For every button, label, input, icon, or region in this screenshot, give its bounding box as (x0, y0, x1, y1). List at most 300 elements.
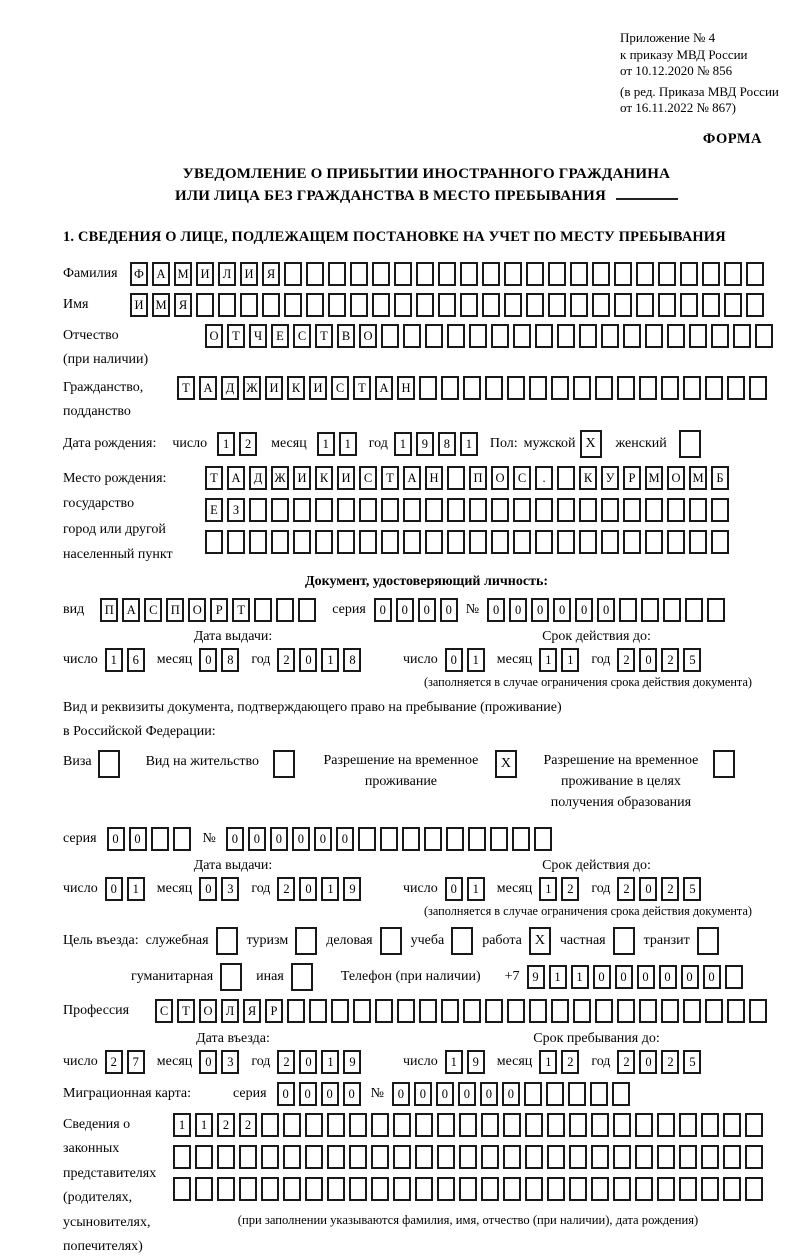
cell[interactable] (469, 530, 487, 554)
cell[interactable] (525, 1145, 543, 1169)
cell[interactable] (685, 598, 703, 622)
cell[interactable]: П (469, 466, 487, 490)
cell[interactable] (380, 827, 398, 851)
purpose-other-checkbox[interactable] (291, 963, 313, 991)
cell[interactable]: 2 (617, 648, 635, 672)
cell[interactable] (635, 1145, 653, 1169)
cell[interactable]: 1 (549, 965, 567, 989)
cell[interactable] (447, 498, 465, 522)
cell[interactable] (438, 262, 456, 286)
cell[interactable] (276, 598, 294, 622)
cell[interactable] (667, 498, 685, 522)
cell[interactable] (298, 598, 316, 622)
cell[interactable]: И (130, 293, 148, 317)
cell[interactable] (195, 1177, 213, 1201)
cell[interactable] (283, 1177, 301, 1201)
cell[interactable] (503, 1177, 521, 1201)
cell[interactable] (381, 324, 399, 348)
cell[interactable]: 1 (105, 648, 123, 672)
cell[interactable]: 2 (277, 877, 295, 901)
cell[interactable]: Н (397, 376, 415, 400)
cell[interactable] (381, 530, 399, 554)
cell[interactable] (490, 827, 508, 851)
cell[interactable] (641, 598, 659, 622)
cell[interactable] (504, 262, 522, 286)
cell[interactable] (705, 376, 723, 400)
stay-month-cells[interactable] (539, 1050, 579, 1074)
cell[interactable] (403, 498, 421, 522)
cell[interactable] (526, 293, 544, 317)
cell[interactable] (623, 498, 641, 522)
cell[interactable]: 0 (314, 827, 332, 851)
representatives-cells-row1[interactable] (173, 1113, 763, 1137)
cell[interactable] (460, 293, 478, 317)
birth-month-cells[interactable] (317, 432, 357, 456)
cell[interactable] (547, 1145, 565, 1169)
cell[interactable] (702, 262, 720, 286)
cell[interactable]: Т (205, 466, 223, 490)
cell[interactable] (705, 999, 723, 1023)
cell[interactable]: 0 (396, 598, 414, 622)
cell[interactable]: К (579, 466, 597, 490)
cell[interactable] (547, 1113, 565, 1137)
cell[interactable] (701, 1145, 719, 1169)
cell[interactable] (635, 1113, 653, 1137)
cell[interactable] (315, 530, 333, 554)
cell[interactable]: А (152, 262, 170, 286)
purpose-business-checkbox[interactable] (380, 927, 402, 955)
patronymic-cells[interactable] (205, 324, 773, 348)
cell[interactable] (749, 999, 767, 1023)
cell[interactable] (579, 530, 597, 554)
purpose-private-checkbox[interactable] (613, 927, 635, 955)
cell[interactable]: 2 (277, 1050, 295, 1074)
cell[interactable] (535, 498, 553, 522)
cell[interactable] (249, 530, 267, 554)
cell[interactable] (579, 324, 597, 348)
cell[interactable]: Д (249, 466, 267, 490)
cell[interactable] (601, 498, 619, 522)
cell[interactable]: 0 (414, 1082, 432, 1106)
cell[interactable]: 1 (217, 432, 235, 456)
cell[interactable] (529, 376, 547, 400)
cell[interactable] (306, 293, 324, 317)
cell[interactable] (196, 293, 214, 317)
cell[interactable] (657, 1113, 675, 1137)
cell[interactable] (218, 293, 236, 317)
cell[interactable]: 2 (661, 877, 679, 901)
cell[interactable]: С (293, 324, 311, 348)
issue-day-cells[interactable] (105, 648, 145, 672)
cell[interactable] (551, 376, 569, 400)
stay-year-cells[interactable] (617, 1050, 701, 1074)
cell[interactable] (273, 750, 295, 778)
cell[interactable]: Т (227, 324, 245, 348)
cell[interactable]: 3 (221, 1050, 239, 1074)
valid-month-cells[interactable] (539, 648, 579, 672)
cell[interactable]: 0 (502, 1082, 520, 1106)
cell[interactable]: 0 (299, 648, 317, 672)
cell[interactable] (305, 1113, 323, 1137)
cell[interactable] (661, 999, 679, 1023)
cell[interactable]: О (188, 598, 206, 622)
cell[interactable]: 2 (617, 1050, 635, 1074)
cell[interactable] (482, 262, 500, 286)
cell[interactable] (327, 1113, 345, 1137)
cell[interactable]: 0 (129, 827, 147, 851)
cell[interactable] (689, 498, 707, 522)
cell[interactable]: X (495, 750, 517, 778)
cell[interactable]: 0 (637, 965, 655, 989)
cell[interactable] (745, 1145, 763, 1169)
cell[interactable] (507, 376, 525, 400)
cell[interactable]: 0 (445, 648, 463, 672)
cell[interactable] (613, 1113, 631, 1137)
cell[interactable] (707, 598, 725, 622)
cell[interactable] (547, 1177, 565, 1201)
cell[interactable]: 0 (299, 1082, 317, 1106)
cell[interactable]: Р (265, 999, 283, 1023)
cell[interactable] (349, 1145, 367, 1169)
cell[interactable] (570, 262, 588, 286)
cell[interactable] (617, 376, 635, 400)
cell[interactable] (305, 1145, 323, 1169)
cell[interactable] (713, 750, 735, 778)
cell[interactable]: 8 (343, 648, 361, 672)
cell[interactable]: 1 (321, 648, 339, 672)
cell[interactable] (397, 999, 415, 1023)
cell[interactable] (425, 498, 443, 522)
cell[interactable] (469, 498, 487, 522)
residence-issue-day-cells[interactable] (105, 877, 145, 901)
cell[interactable] (658, 262, 676, 286)
birth-day-cells[interactable] (217, 432, 257, 456)
cell[interactable] (227, 530, 245, 554)
birth-place-cells-row1[interactable] (205, 466, 729, 490)
cell[interactable] (331, 999, 349, 1023)
cell[interactable] (683, 999, 701, 1023)
cell[interactable] (393, 1177, 411, 1201)
cell[interactable] (481, 1145, 499, 1169)
cell[interactable]: 2 (277, 648, 295, 672)
entry-day-cells[interactable] (105, 1050, 145, 1074)
cell[interactable]: Ж (271, 466, 289, 490)
cell[interactable]: С (513, 466, 531, 490)
cell[interactable] (216, 927, 238, 955)
cell[interactable]: 0 (343, 1082, 361, 1106)
cell[interactable] (723, 1145, 741, 1169)
cell[interactable] (535, 324, 553, 348)
cell[interactable]: Ж (243, 376, 261, 400)
cell[interactable] (635, 1177, 653, 1201)
cell[interactable] (573, 999, 591, 1023)
cell[interactable] (438, 293, 456, 317)
entry-month-cells[interactable] (199, 1050, 239, 1074)
cell[interactable]: О (667, 466, 685, 490)
cell[interactable]: Я (262, 262, 280, 286)
cell[interactable]: 0 (440, 598, 458, 622)
cell[interactable]: 0 (336, 827, 354, 851)
cell[interactable] (513, 498, 531, 522)
cell[interactable] (217, 1177, 235, 1201)
cell[interactable] (293, 498, 311, 522)
cell[interactable] (469, 324, 487, 348)
cell[interactable] (309, 999, 327, 1023)
cell[interactable] (569, 1145, 587, 1169)
cell[interactable] (337, 498, 355, 522)
residence-series-cells[interactable] (107, 827, 191, 851)
cell[interactable] (437, 1145, 455, 1169)
cell[interactable] (590, 1082, 608, 1106)
cell[interactable] (349, 1177, 367, 1201)
cell[interactable] (667, 324, 685, 348)
cell[interactable]: 2 (617, 877, 635, 901)
cell[interactable] (447, 324, 465, 348)
cell[interactable] (512, 827, 530, 851)
cell[interactable] (524, 1082, 542, 1106)
cell[interactable]: 0 (292, 827, 310, 851)
cell[interactable]: 5 (683, 648, 701, 672)
cell[interactable]: 5 (683, 877, 701, 901)
cell[interactable] (262, 293, 280, 317)
cell[interactable] (424, 827, 442, 851)
cell[interactable] (733, 324, 751, 348)
cell[interactable]: Ф (130, 262, 148, 286)
cell[interactable]: 8 (438, 432, 456, 456)
cell[interactable] (261, 1145, 279, 1169)
cell[interactable] (724, 293, 742, 317)
cell[interactable] (507, 999, 525, 1023)
cell[interactable]: 1 (467, 648, 485, 672)
cell[interactable]: И (309, 376, 327, 400)
cell[interactable] (393, 1113, 411, 1137)
cell[interactable]: Л (221, 999, 239, 1023)
given-name-cells[interactable] (130, 293, 764, 317)
doc-series-cells[interactable] (374, 598, 458, 622)
cell[interactable]: 1 (321, 877, 339, 901)
cell[interactable] (557, 498, 575, 522)
cell[interactable] (745, 1177, 763, 1201)
cell[interactable]: . (535, 466, 553, 490)
cell[interactable] (306, 262, 324, 286)
cell[interactable] (372, 262, 390, 286)
cell[interactable] (679, 1113, 697, 1137)
representatives-cells-row3[interactable] (173, 1177, 763, 1201)
cell[interactable] (98, 750, 120, 778)
cell[interactable]: А (199, 376, 217, 400)
cell[interactable] (568, 1082, 586, 1106)
cell[interactable] (723, 1177, 741, 1201)
cell[interactable] (459, 1113, 477, 1137)
cell[interactable] (667, 530, 685, 554)
cell[interactable]: И (240, 262, 258, 286)
cell[interactable] (359, 530, 377, 554)
cell[interactable] (557, 466, 575, 490)
cell[interactable]: 0 (277, 1082, 295, 1106)
cell[interactable] (623, 530, 641, 554)
cell[interactable] (746, 293, 764, 317)
cell[interactable]: 1 (539, 1050, 557, 1074)
cell[interactable]: 2 (561, 877, 579, 901)
cell[interactable] (701, 1177, 719, 1201)
cell[interactable] (663, 598, 681, 622)
cell[interactable] (459, 1177, 477, 1201)
cell[interactable] (371, 1177, 389, 1201)
cell[interactable] (612, 1082, 630, 1106)
cell[interactable] (639, 999, 657, 1023)
cell[interactable] (372, 293, 390, 317)
cell[interactable] (394, 262, 412, 286)
cell[interactable]: 1 (394, 432, 412, 456)
cell[interactable] (415, 1145, 433, 1169)
cell[interactable]: О (205, 324, 223, 348)
valid-year-cells[interactable] (617, 648, 701, 672)
migration-number-cells[interactable] (392, 1082, 630, 1106)
cell[interactable] (283, 1145, 301, 1169)
cell[interactable] (701, 1113, 719, 1137)
cell[interactable] (570, 293, 588, 317)
cell[interactable] (239, 1177, 257, 1201)
cell[interactable] (680, 262, 698, 286)
cell[interactable]: 2 (561, 1050, 579, 1074)
cell[interactable] (591, 1145, 609, 1169)
cell[interactable] (240, 293, 258, 317)
cell[interactable] (358, 827, 376, 851)
cell[interactable] (745, 1113, 763, 1137)
cell[interactable] (416, 293, 434, 317)
cell[interactable]: 9 (467, 1050, 485, 1074)
cell[interactable] (535, 530, 553, 554)
cell[interactable] (447, 466, 465, 490)
cell[interactable]: 0 (531, 598, 549, 622)
cell[interactable]: 1 (467, 877, 485, 901)
cell[interactable] (463, 376, 481, 400)
doc-number-cells[interactable] (487, 598, 725, 622)
cell[interactable] (261, 1113, 279, 1137)
cell[interactable]: 1 (321, 1050, 339, 1074)
purpose-tourism-checkbox[interactable] (295, 927, 317, 955)
cell[interactable] (394, 293, 412, 317)
cell[interactable] (658, 293, 676, 317)
purpose-humanitarian-checkbox[interactable] (220, 963, 242, 991)
cell[interactable] (755, 324, 773, 348)
cell[interactable]: 1 (561, 648, 579, 672)
cell[interactable] (283, 1113, 301, 1137)
cell[interactable]: О (491, 466, 509, 490)
cell[interactable] (697, 927, 719, 955)
cell[interactable] (573, 376, 591, 400)
cell[interactable]: С (359, 466, 377, 490)
cell[interactable] (271, 530, 289, 554)
visa-option-checkbox[interactable] (98, 750, 120, 778)
cell[interactable] (419, 999, 437, 1023)
cell[interactable] (403, 530, 421, 554)
cell[interactable] (402, 827, 420, 851)
residence-valid-day-cells[interactable] (445, 877, 485, 901)
cell[interactable]: 1 (539, 648, 557, 672)
cell[interactable]: 8 (221, 648, 239, 672)
cell[interactable]: 0 (575, 598, 593, 622)
cell[interactable] (749, 376, 767, 400)
cell[interactable] (503, 1145, 521, 1169)
cell[interactable] (293, 530, 311, 554)
birth-place-cells-row2[interactable] (205, 498, 729, 522)
cell[interactable] (503, 1113, 521, 1137)
residence-issue-year-cells[interactable] (277, 877, 361, 901)
cell[interactable]: 0 (659, 965, 677, 989)
cell[interactable]: 2 (105, 1050, 123, 1074)
cell[interactable]: 1 (127, 877, 145, 901)
cell[interactable]: 1 (195, 1113, 213, 1137)
cell[interactable] (205, 530, 223, 554)
cell[interactable]: 0 (226, 827, 244, 851)
cell[interactable] (569, 1113, 587, 1137)
cell[interactable] (614, 262, 632, 286)
birth-year-cells[interactable] (394, 432, 478, 456)
cell[interactable]: 0 (553, 598, 571, 622)
cell[interactable] (595, 376, 613, 400)
cell[interactable] (592, 262, 610, 286)
cell[interactable] (327, 1145, 345, 1169)
cell[interactable]: И (265, 376, 283, 400)
cell[interactable]: 2 (239, 1113, 257, 1137)
cell[interactable]: 0 (445, 877, 463, 901)
cell[interactable] (557, 530, 575, 554)
purpose-study-checkbox[interactable] (451, 927, 473, 955)
cell[interactable] (613, 1145, 631, 1169)
cell[interactable]: Я (174, 293, 192, 317)
cell[interactable] (350, 262, 368, 286)
representatives-cells-row2[interactable] (173, 1145, 763, 1169)
cell[interactable]: О (359, 324, 377, 348)
cell[interactable]: 0 (374, 598, 392, 622)
cell[interactable] (380, 927, 402, 955)
cell[interactable] (305, 1177, 323, 1201)
cell[interactable] (337, 530, 355, 554)
cell[interactable] (617, 999, 635, 1023)
cell[interactable]: 0 (299, 1050, 317, 1074)
cell[interactable] (724, 262, 742, 286)
cell[interactable]: 3 (221, 877, 239, 901)
cell[interactable] (381, 498, 399, 522)
cell[interactable] (425, 324, 443, 348)
cell[interactable]: 1 (173, 1113, 191, 1137)
cell[interactable] (284, 293, 302, 317)
cell[interactable] (173, 827, 191, 851)
cell[interactable]: О (199, 999, 217, 1023)
cell[interactable]: П (100, 598, 118, 622)
cell[interactable] (284, 262, 302, 286)
cell[interactable] (727, 999, 745, 1023)
cell[interactable]: И (196, 262, 214, 286)
cell[interactable]: 0 (418, 598, 436, 622)
cell[interactable] (315, 498, 333, 522)
cell[interactable]: З (227, 498, 245, 522)
cell[interactable] (592, 293, 610, 317)
cell[interactable]: 0 (615, 965, 633, 989)
cell[interactable] (220, 963, 242, 991)
cell[interactable] (291, 963, 313, 991)
cell[interactable]: Я (243, 999, 261, 1023)
cell[interactable]: 1 (571, 965, 589, 989)
cell[interactable] (491, 530, 509, 554)
cell[interactable] (645, 530, 663, 554)
cell[interactable] (217, 1145, 235, 1169)
cell[interactable]: А (227, 466, 245, 490)
cell[interactable]: 7 (127, 1050, 145, 1074)
cell[interactable] (725, 965, 743, 989)
cell[interactable] (591, 1177, 609, 1201)
